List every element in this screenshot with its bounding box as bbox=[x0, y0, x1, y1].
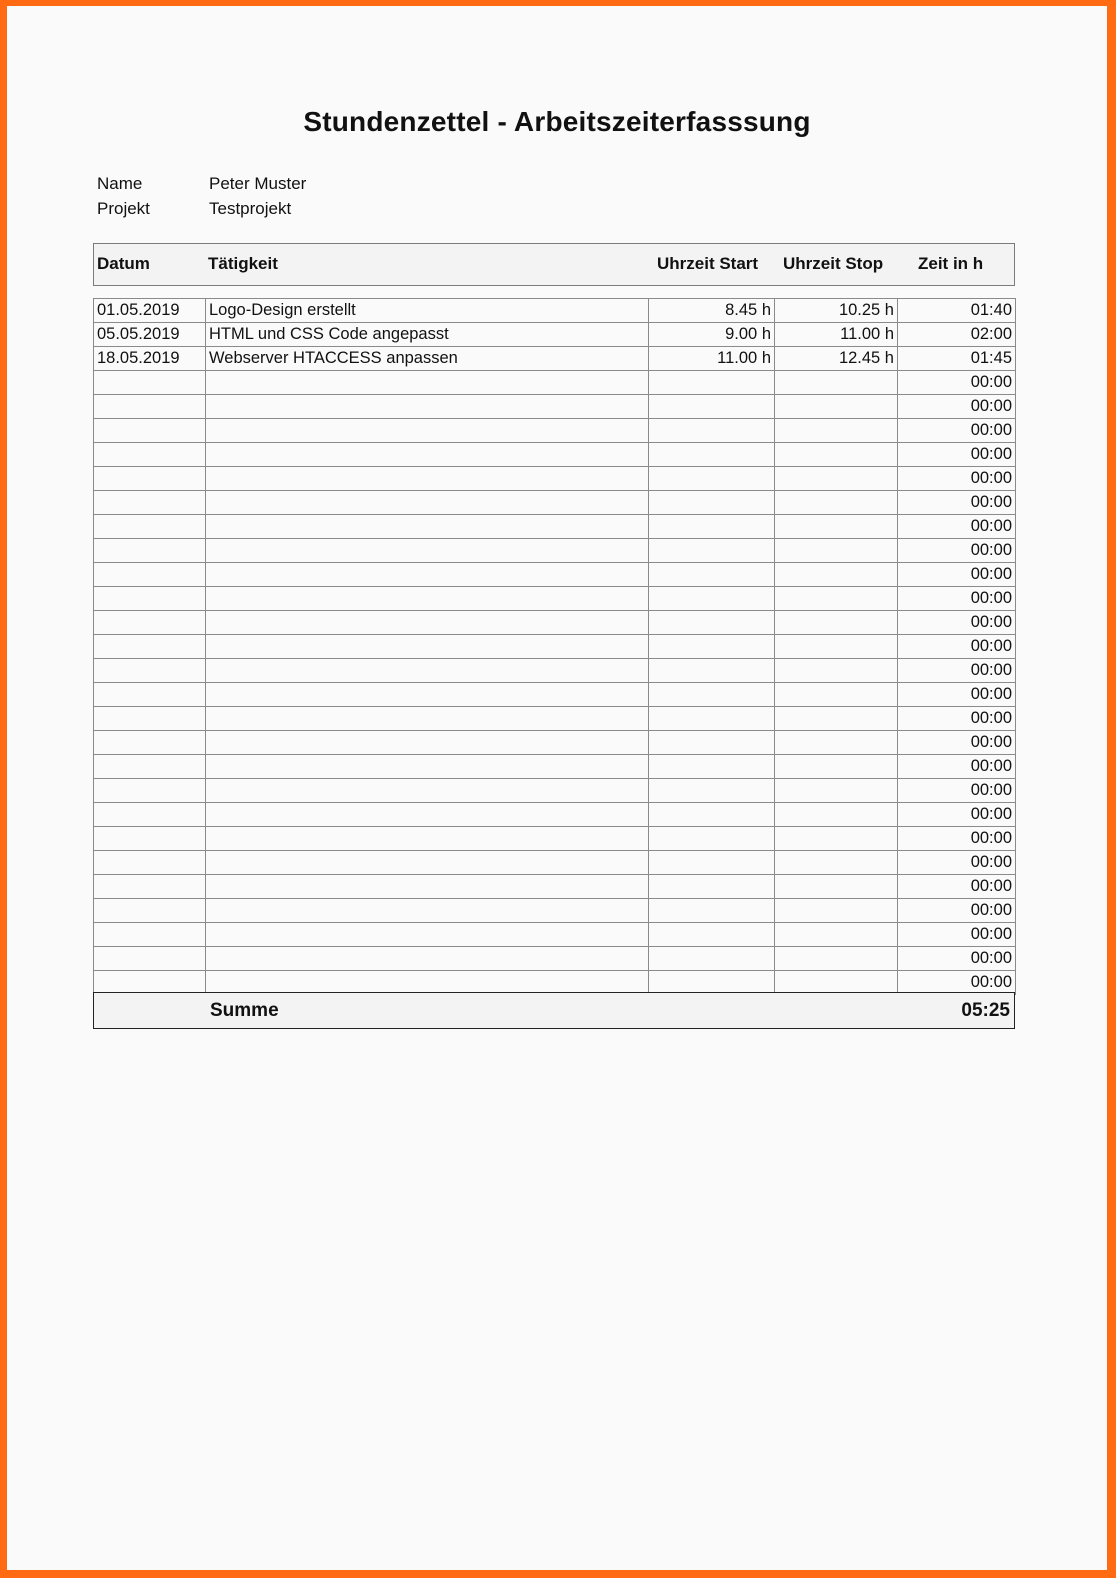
cell-duration[interactable]: 00:00 bbox=[898, 515, 1016, 539]
page-title: Stundenzettel - Arbeitszeiterfasssung bbox=[303, 106, 811, 137]
cell-start[interactable] bbox=[649, 779, 775, 803]
cell-stop[interactable] bbox=[775, 779, 898, 803]
cell-stop[interactable] bbox=[775, 875, 898, 899]
cell-date[interactable] bbox=[94, 947, 206, 971]
table-row bbox=[94, 395, 1016, 419]
table-row bbox=[94, 755, 1016, 779]
cell-stop[interactable] bbox=[775, 635, 898, 659]
cell-date[interactable] bbox=[94, 899, 206, 923]
cell-stop[interactable] bbox=[775, 515, 898, 539]
cell-stop[interactable] bbox=[775, 947, 898, 971]
cell-date[interactable] bbox=[94, 707, 206, 731]
cell-start[interactable] bbox=[649, 467, 775, 491]
cell-activity[interactable]: Webserver HTACCESS anpassen bbox=[206, 347, 649, 371]
cell-activity[interactable]: HTML und CSS Code angepasst bbox=[206, 323, 649, 347]
cell-activity[interactable] bbox=[206, 467, 649, 491]
cell-stop[interactable] bbox=[775, 563, 898, 587]
cell-activity[interactable] bbox=[206, 419, 649, 443]
cell-stop[interactable] bbox=[775, 611, 898, 635]
cell-duration[interactable]: 00:00 bbox=[898, 923, 1016, 947]
cell-start[interactable] bbox=[649, 755, 775, 779]
cell-stop[interactable] bbox=[775, 395, 898, 419]
table-row bbox=[94, 371, 1016, 395]
cell-date[interactable] bbox=[94, 395, 206, 419]
cell-activity[interactable] bbox=[206, 851, 649, 875]
cell-duration[interactable]: 00:00 bbox=[898, 803, 1016, 827]
cell-stop[interactable] bbox=[775, 659, 898, 683]
cell-date[interactable] bbox=[94, 659, 206, 683]
cell-stop[interactable] bbox=[775, 683, 898, 707]
cell-start[interactable] bbox=[649, 635, 775, 659]
table-row bbox=[94, 899, 1016, 923]
cell-date[interactable] bbox=[94, 779, 206, 803]
summary-row bbox=[93, 992, 1015, 1029]
project-label: Projekt bbox=[97, 199, 150, 218]
cell-activity[interactable] bbox=[206, 827, 649, 851]
cell-date[interactable] bbox=[94, 971, 206, 995]
cell-duration[interactable]: 00:00 bbox=[898, 947, 1016, 971]
table-row bbox=[94, 539, 1016, 563]
timesheet-page bbox=[7, 6, 1107, 1570]
table-row bbox=[94, 971, 1016, 995]
cell-start[interactable] bbox=[649, 707, 775, 731]
cell-duration[interactable]: 00:00 bbox=[898, 395, 1016, 419]
cell-duration[interactable]: 00:00 bbox=[898, 731, 1016, 755]
cell-date[interactable]: 01.05.2019 bbox=[94, 299, 206, 323]
cell-start[interactable] bbox=[649, 491, 775, 515]
cell-stop[interactable] bbox=[775, 923, 898, 947]
cell-duration[interactable]: 00:00 bbox=[898, 827, 1016, 851]
cell-date[interactable] bbox=[94, 827, 206, 851]
table-row bbox=[94, 635, 1016, 659]
cell-duration[interactable]: 00:00 bbox=[898, 779, 1016, 803]
time-entries-table bbox=[93, 298, 1016, 995]
cell-activity[interactable] bbox=[206, 611, 649, 635]
cell-activity[interactable] bbox=[206, 371, 649, 395]
table-row bbox=[94, 299, 1016, 323]
cell-date[interactable] bbox=[94, 851, 206, 875]
table-row bbox=[94, 347, 1016, 371]
cell-start[interactable] bbox=[649, 395, 775, 419]
cell-stop[interactable] bbox=[775, 707, 898, 731]
cell-date[interactable]: 05.05.2019 bbox=[94, 323, 206, 347]
column-header-stop: Uhrzeit Stop bbox=[783, 254, 884, 273]
cell-activity[interactable] bbox=[206, 515, 649, 539]
table-row bbox=[94, 683, 1016, 707]
cell-date[interactable] bbox=[94, 875, 206, 899]
cell-activity[interactable] bbox=[206, 731, 649, 755]
table-row bbox=[94, 803, 1016, 827]
cell-start[interactable] bbox=[649, 515, 775, 539]
cell-duration[interactable]: 00:00 bbox=[898, 539, 1016, 563]
cell-duration[interactable]: 00:00 bbox=[898, 851, 1016, 875]
cell-stop[interactable]: 10.25 h bbox=[775, 299, 898, 323]
cell-date[interactable] bbox=[94, 563, 206, 587]
summary-label: Summe bbox=[210, 1000, 279, 1021]
cell-stop[interactable] bbox=[775, 419, 898, 443]
cell-duration[interactable]: 00:00 bbox=[898, 419, 1016, 443]
table-row bbox=[94, 851, 1016, 875]
cell-duration[interactable]: 02:00 bbox=[898, 323, 1016, 347]
cell-stop[interactable] bbox=[775, 587, 898, 611]
cell-duration[interactable]: 00:00 bbox=[898, 899, 1016, 923]
table-row bbox=[94, 947, 1016, 971]
cell-date[interactable] bbox=[94, 755, 206, 779]
cell-activity[interactable] bbox=[206, 683, 649, 707]
cell-duration[interactable]: 01:40 bbox=[898, 299, 1016, 323]
cell-stop[interactable] bbox=[775, 731, 898, 755]
cell-activity[interactable] bbox=[206, 635, 649, 659]
cell-stop[interactable] bbox=[775, 851, 898, 875]
cell-date[interactable] bbox=[94, 491, 206, 515]
cell-start[interactable] bbox=[649, 611, 775, 635]
cell-activity[interactable] bbox=[206, 563, 649, 587]
cell-duration[interactable]: 00:00 bbox=[898, 971, 1016, 995]
cell-stop[interactable] bbox=[775, 971, 898, 995]
cell-start[interactable] bbox=[649, 803, 775, 827]
cell-stop[interactable] bbox=[775, 491, 898, 515]
cell-duration[interactable]: 00:00 bbox=[898, 755, 1016, 779]
cell-date[interactable] bbox=[94, 611, 206, 635]
cell-activity[interactable] bbox=[206, 899, 649, 923]
table-row bbox=[94, 563, 1016, 587]
cell-start[interactable] bbox=[649, 371, 775, 395]
cell-start[interactable] bbox=[649, 659, 775, 683]
table-row bbox=[94, 443, 1016, 467]
cell-date[interactable] bbox=[94, 539, 206, 563]
cell-activity[interactable] bbox=[206, 875, 649, 899]
cell-activity[interactable] bbox=[206, 707, 649, 731]
cell-date[interactable] bbox=[94, 923, 206, 947]
cell-stop[interactable] bbox=[775, 899, 898, 923]
cell-stop[interactable] bbox=[775, 443, 898, 467]
cell-duration[interactable]: 00:00 bbox=[898, 875, 1016, 899]
cell-date[interactable] bbox=[94, 443, 206, 467]
cell-duration[interactable]: 00:00 bbox=[898, 707, 1016, 731]
cell-activity[interactable] bbox=[206, 443, 649, 467]
cell-stop[interactable] bbox=[775, 803, 898, 827]
cell-date[interactable] bbox=[94, 419, 206, 443]
cell-date[interactable] bbox=[94, 731, 206, 755]
table-row bbox=[94, 659, 1016, 683]
cell-duration[interactable]: 00:00 bbox=[898, 659, 1016, 683]
cell-activity[interactable] bbox=[206, 923, 649, 947]
column-header-date: Datum bbox=[97, 254, 150, 273]
table-row bbox=[94, 707, 1016, 731]
cell-duration[interactable]: 00:00 bbox=[898, 491, 1016, 515]
cell-activity[interactable] bbox=[206, 803, 649, 827]
cell-duration[interactable]: 00:00 bbox=[898, 563, 1016, 587]
name-value: Peter Muster bbox=[209, 174, 307, 193]
cell-date[interactable] bbox=[94, 803, 206, 827]
cell-start[interactable] bbox=[649, 539, 775, 563]
cell-duration[interactable]: 00:00 bbox=[898, 587, 1016, 611]
column-header-duration: Zeit in h bbox=[918, 254, 984, 273]
cell-date[interactable]: 18.05.2019 bbox=[94, 347, 206, 371]
cell-activity[interactable] bbox=[206, 947, 649, 971]
cell-date[interactable] bbox=[94, 371, 206, 395]
cell-activity[interactable]: Logo-Design erstellt bbox=[206, 299, 649, 323]
table-row bbox=[94, 875, 1016, 899]
cell-start[interactable] bbox=[649, 851, 775, 875]
cell-date[interactable] bbox=[94, 587, 206, 611]
cell-start[interactable] bbox=[649, 827, 775, 851]
cell-date[interactable] bbox=[94, 515, 206, 539]
cell-stop[interactable] bbox=[775, 827, 898, 851]
cell-start[interactable] bbox=[649, 947, 775, 971]
table-row bbox=[94, 587, 1016, 611]
cell-duration[interactable]: 00:00 bbox=[898, 371, 1016, 395]
cell-stop[interactable]: 12.45 h bbox=[775, 347, 898, 371]
cell-stop[interactable]: 11.00 h bbox=[775, 323, 898, 347]
table-header bbox=[93, 243, 1015, 286]
cell-date[interactable] bbox=[94, 467, 206, 491]
cell-start[interactable]: 9.00 h bbox=[649, 323, 775, 347]
table-row bbox=[94, 779, 1016, 803]
cell-start[interactable]: 8.45 h bbox=[649, 299, 775, 323]
cell-duration[interactable]: 00:00 bbox=[898, 611, 1016, 635]
cell-activity[interactable] bbox=[206, 971, 649, 995]
table-row bbox=[94, 827, 1016, 851]
cell-start[interactable] bbox=[649, 443, 775, 467]
cell-activity[interactable] bbox=[206, 587, 649, 611]
cell-stop[interactable] bbox=[775, 539, 898, 563]
cell-activity[interactable] bbox=[206, 779, 649, 803]
cell-start[interactable] bbox=[649, 923, 775, 947]
cell-start[interactable]: 11.00 h bbox=[649, 347, 775, 371]
project-value: Testprojekt bbox=[209, 199, 292, 218]
summary-total: 05:25 bbox=[961, 1000, 1010, 1021]
name-label: Name bbox=[97, 174, 143, 193]
cell-start[interactable] bbox=[649, 419, 775, 443]
table-row bbox=[94, 731, 1016, 755]
table-row bbox=[94, 923, 1016, 947]
cell-duration[interactable]: 00:00 bbox=[898, 635, 1016, 659]
cell-activity[interactable] bbox=[206, 491, 649, 515]
cell-activity[interactable] bbox=[206, 755, 649, 779]
cell-start[interactable] bbox=[649, 587, 775, 611]
column-header-start: Uhrzeit Start bbox=[657, 254, 759, 273]
table-row bbox=[94, 515, 1016, 539]
cell-start[interactable] bbox=[649, 971, 775, 995]
table-row bbox=[94, 323, 1016, 347]
cell-duration[interactable]: 00:00 bbox=[898, 683, 1016, 707]
cell-start[interactable] bbox=[649, 875, 775, 899]
cell-stop[interactable] bbox=[775, 371, 898, 395]
table-row bbox=[94, 611, 1016, 635]
cell-stop[interactable] bbox=[775, 467, 898, 491]
cell-activity[interactable] bbox=[206, 395, 649, 419]
cell-start[interactable] bbox=[649, 563, 775, 587]
cell-start[interactable] bbox=[649, 683, 775, 707]
cell-stop[interactable] bbox=[775, 755, 898, 779]
cell-start[interactable] bbox=[649, 899, 775, 923]
table-row bbox=[94, 419, 1016, 443]
cell-date[interactable] bbox=[94, 683, 206, 707]
column-header-activity: Tätigkeit bbox=[208, 254, 278, 273]
cell-duration[interactable]: 00:00 bbox=[898, 443, 1016, 467]
cell-duration[interactable]: 01:45 bbox=[898, 347, 1016, 371]
cell-duration[interactable]: 00:00 bbox=[898, 467, 1016, 491]
table-row bbox=[94, 467, 1016, 491]
cell-activity[interactable] bbox=[206, 659, 649, 683]
cell-activity[interactable] bbox=[206, 539, 649, 563]
table-row bbox=[94, 491, 1016, 515]
cell-start[interactable] bbox=[649, 731, 775, 755]
cell-date[interactable] bbox=[94, 635, 206, 659]
